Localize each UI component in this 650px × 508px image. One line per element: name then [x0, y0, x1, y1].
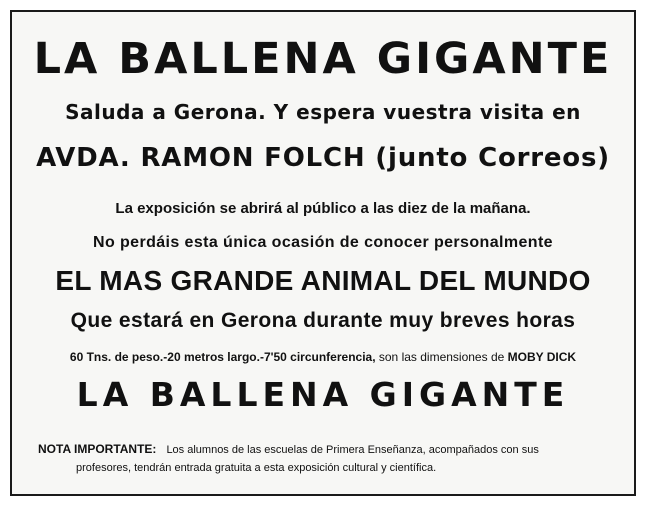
greeting-line: Saluda a Gerona. Y espera vuestra visita en: [65, 100, 581, 124]
dimensions-connector: son las dimensiones de: [375, 350, 508, 364]
note-label: NOTA IMPORTANTE:: [38, 442, 157, 456]
important-note: [38, 440, 618, 477]
closing-title: LA BALLENA GIGANTE: [76, 375, 570, 414]
main-title: LA BALLENA GIGANTE: [33, 34, 613, 84]
dimensions-name: MOBY DICK: [507, 350, 577, 364]
advertisement: [10, 10, 636, 496]
occasion-line: No perdáis esta única ocasión de conocer personalmente: [93, 234, 553, 251]
address-line: AVDA. RAMON FOLCH (junto Correos): [36, 143, 610, 173]
note-line-2: profesores, tendrán entrada gratuita a esta exposición cultural y científica.: [76, 462, 437, 474]
note-line-1: Los alumnos de las escuelas de Primera Enseñanza, acompañados con sus: [166, 444, 539, 456]
dimensions-figures: 60 Tns. de peso.-20 metros largo.-7'50 circunferencia,: [69, 350, 376, 364]
opening-line: La exposición se abrirá al público a las diez de la mañana.: [115, 200, 531, 217]
headline: EL MAS GRANDE ANIMAL DEL MUNDO: [55, 265, 591, 296]
duration-line: Que estará en Gerona durante muy breves horas: [70, 309, 576, 332]
dimensions-line: [12, 350, 634, 364]
